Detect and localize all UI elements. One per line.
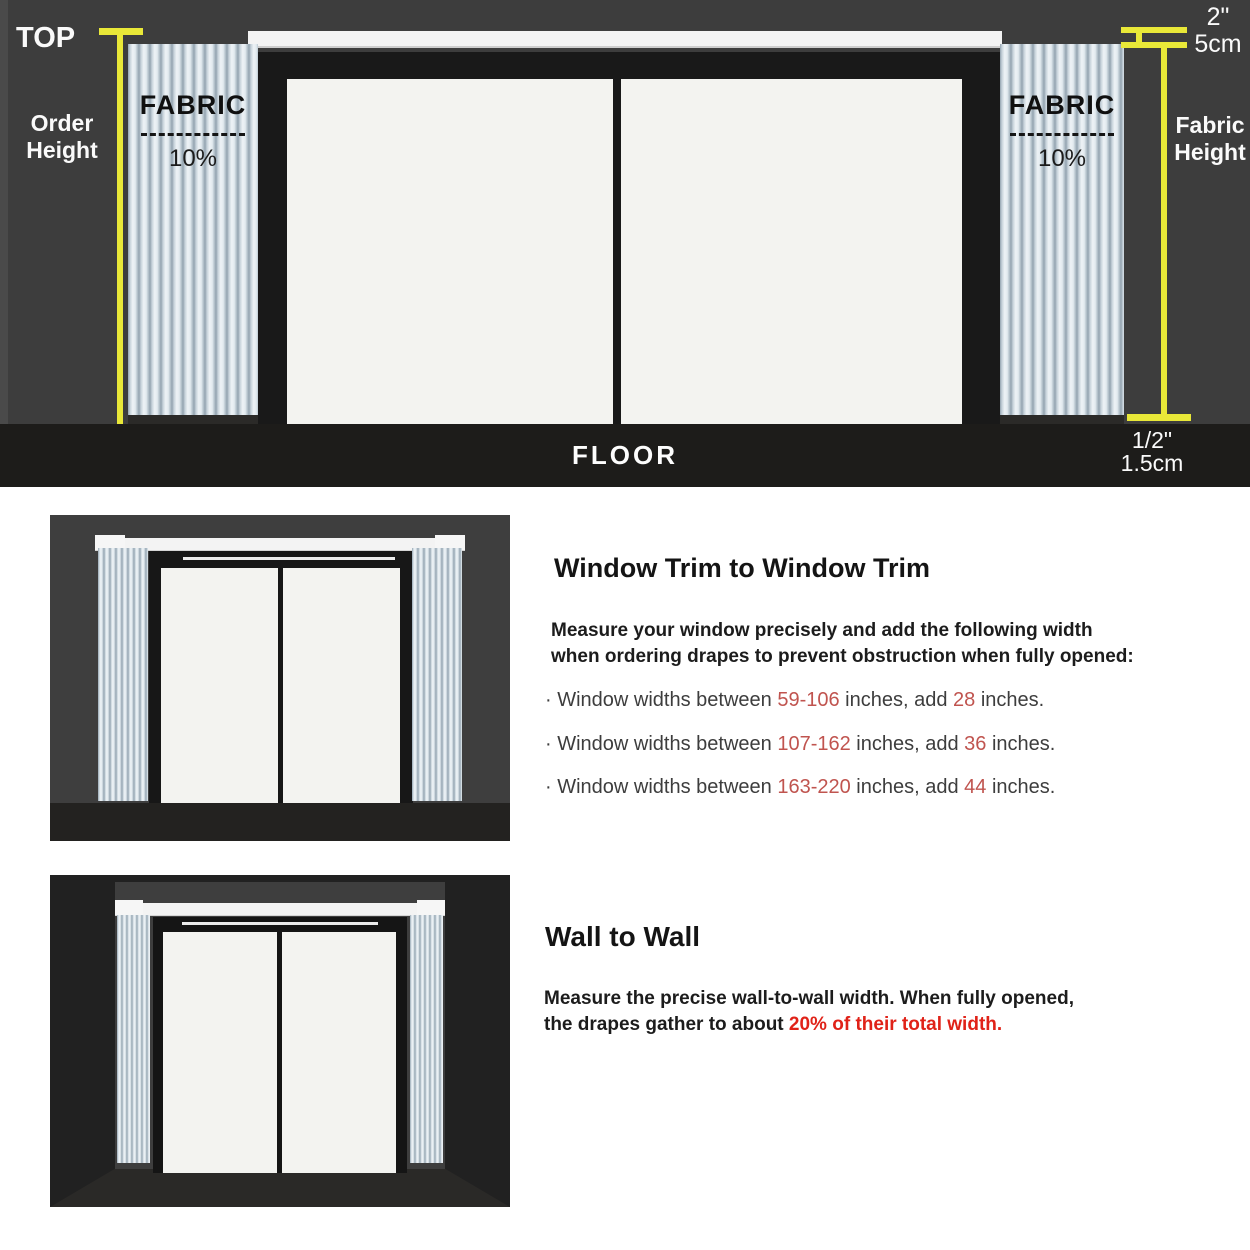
fabric-height-line (1161, 44, 1167, 416)
trim-intro-line1: Measure your window precisely and add the following width (551, 620, 1093, 641)
wall-edge-highlight (0, 0, 8, 424)
mini-perspective-floor (50, 1169, 510, 1207)
top-gap-upper-tick (1121, 27, 1187, 33)
mini-curtain-right (410, 915, 443, 1163)
fabric-annotation-right (998, 90, 1126, 173)
wall-section-heading: Wall to Wall (545, 921, 701, 952)
fabric-label-left: FABRIC (139, 90, 247, 120)
fabric-dashed-line-right (1010, 133, 1114, 136)
mini-curtain-left (117, 915, 150, 1163)
top-gap-cm-label: 5cm (1194, 30, 1242, 58)
trim-bullet-2 (545, 733, 1055, 756)
wall-section-body (544, 986, 1074, 1038)
bullet-text: · Window widths between (545, 776, 778, 798)
window-pane-right (621, 79, 962, 424)
fabric-percent-left: 10% (168, 145, 218, 172)
rod-end-cap-right (417, 900, 445, 915)
mini-window-pane-right (283, 568, 400, 803)
mini-window-pane-left (161, 568, 278, 803)
order-height-label: Order Height (26, 110, 98, 164)
bullet-text: inches, add (839, 689, 954, 711)
bottom-gap-inches-label: 1/2" (1131, 427, 1173, 453)
trim-section-heading: Window Trim to Window Trim (554, 553, 930, 583)
bullet-range: 59-106 (777, 689, 840, 711)
fabric-annotation-left (128, 90, 258, 173)
wall-body-line2 (544, 1012, 1074, 1038)
fabric-dashed-line-left (141, 133, 245, 136)
window-trim-illustration (50, 515, 510, 841)
order-height-line (117, 28, 123, 424)
bullet-text: inches. (975, 689, 1045, 711)
fabric-percent-right: 10% (1037, 145, 1087, 172)
mini-window-pane-left (163, 932, 277, 1173)
mini-track-line (183, 557, 395, 560)
wall-to-wall-illustration (50, 875, 510, 1207)
fabric-label-right: FABRIC (1008, 90, 1116, 120)
bullet-range: 163-220 (777, 776, 851, 798)
mini-curtain-rod (95, 538, 465, 551)
bullet-add-value: 44 (964, 776, 987, 798)
mini-curtain-right (412, 548, 462, 801)
bullet-text: inches, add (850, 733, 965, 755)
mini-window-pane-right (282, 932, 396, 1173)
top-label: TOP (16, 22, 76, 54)
mini-curtain-left (98, 548, 148, 801)
wall-body-text: the drapes gather to about (544, 1014, 789, 1035)
bullet-add-value: 36 (964, 733, 987, 755)
top-gap-inches-label: 2" (1206, 3, 1230, 31)
fabric-height-label: Fabric Height (1174, 112, 1246, 166)
trim-section-intro (551, 618, 1134, 670)
bullet-add-value: 28 (953, 689, 976, 711)
window-pane-left (287, 79, 613, 424)
top-gap-lower-tick (1121, 42, 1187, 48)
bullet-range: 107-162 (777, 733, 851, 755)
bottom-gap-cm-label: 1.5cm (1120, 450, 1184, 476)
mini-track-line (182, 922, 378, 925)
bullet-text: inches. (986, 776, 1056, 798)
bullet-text: · Window widths between (545, 689, 778, 711)
trim-bullet-3 (545, 776, 1055, 799)
mini-floor (50, 803, 510, 841)
trim-bullet-1 (545, 689, 1044, 712)
bullet-text: · Window widths between (545, 733, 778, 755)
floor-label: FLOOR (572, 440, 678, 470)
mini-curtain-rod (115, 903, 445, 916)
bullet-text: inches, add (850, 776, 965, 798)
trim-intro-line2: when ordering drapes to prevent obstruction when fully opened: (551, 646, 1134, 667)
bullet-text: inches. (986, 733, 1056, 755)
floor-bar (0, 424, 1250, 487)
wall-body-red-text: 20% of their total width. (788, 1014, 1003, 1035)
wall-body-line1: Measure the precise wall-to-wall width. When fully opened, (544, 988, 1074, 1009)
fabric-height-bottom-cap (1127, 414, 1191, 421)
top-measurement-diagram (0, 0, 1250, 487)
curtain-rod (248, 31, 1002, 48)
rod-end-cap-left (115, 900, 143, 915)
